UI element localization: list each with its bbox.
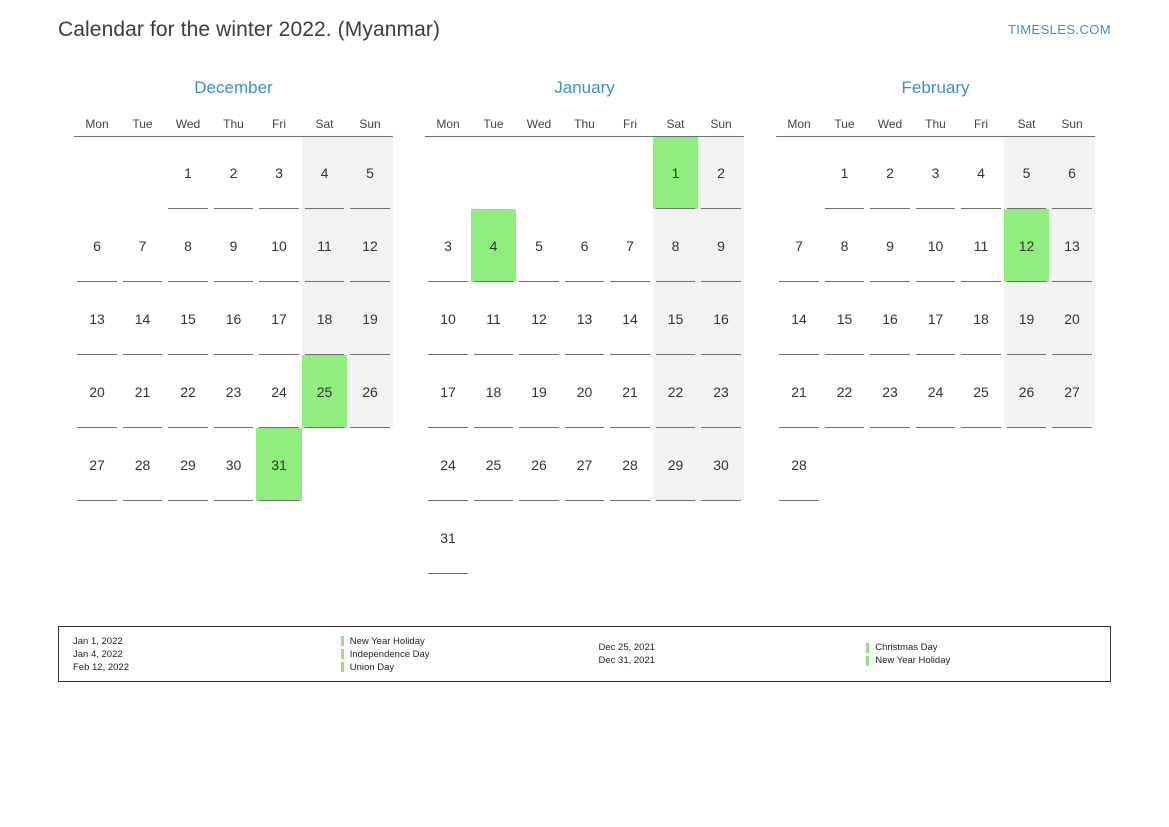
- empty-cell: [74, 136, 120, 209]
- day-number: 3: [931, 164, 940, 181]
- day-cell[interactable]: [913, 282, 959, 355]
- day-number: 5: [535, 237, 543, 254]
- empty-cell: [1004, 428, 1050, 501]
- day-cell[interactable]: [425, 209, 471, 282]
- day-number: 8: [184, 237, 192, 254]
- day-cell[interactable]: [562, 282, 608, 355]
- day-cell[interactable]: [74, 282, 120, 355]
- day-number: 28: [791, 456, 807, 473]
- weekday-header: Tue: [120, 112, 166, 136]
- day-cell[interactable]: [958, 355, 1004, 428]
- day-number: 23: [713, 383, 729, 400]
- day-number: 19: [531, 383, 547, 400]
- weekday-header: Fri: [607, 112, 653, 136]
- day-cell[interactable]: [653, 428, 699, 501]
- day-cell[interactable]: [211, 209, 257, 282]
- day-cell[interactable]: [653, 209, 699, 282]
- day-number: 20: [89, 383, 105, 400]
- day-cell-holiday[interactable]: [653, 136, 699, 209]
- day-cell[interactable]: [471, 355, 517, 428]
- day-cell[interactable]: [822, 282, 868, 355]
- day-number: 4: [320, 164, 329, 181]
- day-number: 10: [440, 310, 456, 327]
- day-cell[interactable]: [776, 355, 822, 428]
- day-cell[interactable]: [653, 355, 699, 428]
- day-cell[interactable]: [516, 355, 562, 428]
- day-cell[interactable]: [516, 428, 562, 501]
- weekday-header: Mon: [74, 112, 120, 136]
- day-cell[interactable]: [471, 428, 517, 501]
- day-cell[interactable]: [516, 282, 562, 355]
- months-container: [58, 78, 1111, 574]
- day-cell[interactable]: [256, 355, 302, 428]
- day-number: 11: [486, 310, 501, 327]
- day-number: 17: [271, 310, 287, 327]
- week-row: [74, 428, 393, 501]
- day-cell[interactable]: [607, 282, 653, 355]
- weekday-header: Thu: [913, 112, 959, 136]
- day-cell[interactable]: [653, 282, 699, 355]
- empty-cell: [347, 428, 393, 501]
- day-number: 3: [275, 164, 283, 181]
- day-number: 18: [316, 310, 333, 327]
- week-row: [425, 428, 744, 501]
- day-cell[interactable]: [347, 282, 393, 355]
- day-cell[interactable]: [516, 209, 562, 282]
- week-row: [425, 355, 744, 428]
- day-cell[interactable]: [607, 428, 653, 501]
- day-number: 15: [180, 310, 196, 327]
- day-cell[interactable]: [776, 209, 822, 282]
- week-row: [776, 428, 1095, 501]
- day-cell[interactable]: [607, 209, 653, 282]
- month-table: [74, 112, 393, 501]
- day-number: 10: [271, 237, 287, 254]
- empty-cell: [516, 136, 562, 209]
- day-cell[interactable]: [607, 355, 653, 428]
- day-number: 1: [671, 164, 680, 181]
- day-cell[interactable]: [1004, 355, 1050, 428]
- holiday-legend: [58, 626, 1111, 682]
- day-number: 10: [927, 237, 944, 254]
- day-cell[interactable]: [776, 428, 822, 501]
- legend-date: Jan 1, 2022: [73, 635, 123, 647]
- weekday-header: Thu: [211, 112, 257, 136]
- weekday-header: Wed: [165, 112, 211, 136]
- empty-cell: [562, 136, 608, 209]
- day-cell[interactable]: [958, 209, 1004, 282]
- day-number: 13: [1064, 237, 1080, 254]
- empty-cell: [516, 501, 562, 574]
- day-cell[interactable]: [913, 355, 959, 428]
- day-number: 16: [713, 310, 729, 327]
- weekday-header: Wed: [516, 112, 562, 136]
- day-number: 15: [667, 310, 684, 327]
- day-cell[interactable]: [302, 282, 348, 355]
- month-block: [58, 78, 409, 574]
- day-cell-holiday[interactable]: [471, 209, 517, 282]
- legend-holiday-name: New Year Holiday: [341, 635, 585, 648]
- day-number: 3: [444, 237, 452, 254]
- day-number: 24: [271, 383, 287, 400]
- day-number: 12: [531, 310, 547, 327]
- day-number: 4: [489, 237, 498, 254]
- empty-cell: [1049, 428, 1095, 501]
- legend-date: Jan 4, 2022: [73, 648, 123, 660]
- weekday-header: Sun: [1049, 112, 1095, 136]
- day-number: 4: [977, 164, 985, 181]
- day-cell[interactable]: [958, 282, 1004, 355]
- day-number: 20: [576, 383, 593, 400]
- day-number: 29: [180, 456, 196, 473]
- day-number: 20: [1064, 310, 1080, 327]
- day-cell[interactable]: [256, 209, 302, 282]
- day-number: 19: [1018, 310, 1035, 327]
- day-number: 21: [791, 383, 807, 400]
- day-cell[interactable]: [1049, 355, 1095, 428]
- weekday-header: Sun: [347, 112, 393, 136]
- weekday-header: Mon: [425, 112, 471, 136]
- day-number: 18: [973, 310, 989, 327]
- day-number: 31: [440, 529, 456, 546]
- week-row: [425, 136, 744, 209]
- day-number: 16: [225, 310, 242, 327]
- day-cell[interactable]: [211, 355, 257, 428]
- day-cell[interactable]: [562, 355, 608, 428]
- month-title: December: [194, 78, 273, 97]
- empty-cell: [776, 136, 822, 209]
- day-cell[interactable]: [698, 136, 744, 209]
- legend-dates-column: [59, 627, 327, 681]
- day-cell-holiday[interactable]: [1004, 209, 1050, 282]
- empty-cell: [471, 501, 517, 574]
- day-cell[interactable]: [867, 136, 913, 209]
- weekday-header: Sat: [653, 112, 699, 136]
- day-number: 2: [229, 164, 238, 181]
- day-number: 1: [184, 164, 192, 181]
- day-number: 2: [886, 164, 894, 181]
- day-number: 25: [485, 456, 502, 473]
- legend-dates-column: [585, 627, 853, 681]
- month-table: [425, 112, 744, 574]
- empty-cell: [607, 136, 653, 209]
- day-cell[interactable]: [822, 136, 868, 209]
- day-cell[interactable]: [211, 282, 257, 355]
- day-cell[interactable]: [867, 355, 913, 428]
- day-cell[interactable]: [120, 355, 166, 428]
- week-row: [776, 209, 1095, 282]
- day-number: 13: [89, 310, 105, 327]
- weekday-header: Sat: [1004, 112, 1050, 136]
- day-cell[interactable]: [74, 209, 120, 282]
- day-cell[interactable]: [347, 209, 393, 282]
- weekday-header: Sun: [698, 112, 744, 136]
- day-cell[interactable]: [74, 355, 120, 428]
- day-cell[interactable]: [256, 282, 302, 355]
- day-number: 22: [180, 383, 196, 400]
- legend-date: Dec 25, 2021: [598, 642, 656, 653]
- week-row: [425, 282, 744, 355]
- day-cell[interactable]: [120, 282, 166, 355]
- weekday-header: Fri: [958, 112, 1004, 136]
- day-cell[interactable]: [698, 428, 744, 501]
- day-number: 12: [362, 237, 378, 254]
- legend-holiday-name: New Year Holiday: [866, 654, 1110, 667]
- legend-date: Feb 12, 2022: [73, 661, 129, 673]
- day-number: 11: [317, 237, 332, 254]
- weekday-header: Sat: [302, 112, 348, 136]
- day-number: 21: [622, 383, 638, 400]
- day-number: 23: [882, 383, 898, 400]
- day-cell[interactable]: [165, 355, 211, 428]
- day-number: 9: [886, 237, 894, 254]
- weekday-header: Tue: [822, 112, 868, 136]
- month-table: [776, 112, 1095, 501]
- day-cell[interactable]: [347, 136, 393, 209]
- day-number: 2: [717, 164, 725, 181]
- day-number: 17: [927, 310, 944, 327]
- day-number: 25: [316, 383, 333, 400]
- day-cell[interactable]: [698, 355, 744, 428]
- day-number: 6: [93, 237, 101, 254]
- legend-names-column: [852, 627, 1110, 681]
- legend-date: Dec 31, 2021: [598, 655, 656, 666]
- week-row: [74, 209, 393, 282]
- weekday-header: Wed: [867, 112, 913, 136]
- day-number: 13: [576, 310, 593, 327]
- empty-cell: [822, 428, 868, 501]
- day-number: 31: [271, 456, 287, 473]
- day-cell[interactable]: [776, 282, 822, 355]
- day-number: 8: [840, 237, 849, 254]
- day-cell[interactable]: [120, 428, 166, 501]
- day-number: 22: [836, 383, 853, 400]
- day-cell[interactable]: [562, 209, 608, 282]
- day-cell[interactable]: [256, 136, 302, 209]
- day-number: 17: [440, 383, 456, 400]
- day-number: 22: [667, 383, 684, 400]
- day-number: 28: [622, 456, 638, 473]
- day-number: 25: [973, 383, 989, 400]
- empty-cell: [913, 428, 959, 501]
- day-number: 26: [362, 383, 378, 400]
- day-number: 6: [1068, 164, 1076, 181]
- month-title: January: [554, 78, 615, 97]
- legend-holiday-name: Christmas Day: [866, 641, 1110, 654]
- day-number: 23: [225, 383, 242, 400]
- page-title: Calendar for the winter 2022. (Myanmar): [58, 18, 441, 41]
- day-number: 9: [229, 237, 238, 254]
- day-number: 30: [713, 456, 729, 473]
- day-number: 26: [531, 456, 547, 473]
- day-number: 16: [882, 310, 898, 327]
- day-cell[interactable]: [211, 428, 257, 501]
- month-block: [760, 78, 1111, 574]
- empty-cell: [471, 136, 517, 209]
- day-number: 5: [366, 164, 374, 181]
- day-cell[interactable]: [471, 282, 517, 355]
- empty-cell: [607, 501, 653, 574]
- day-number: 11: [973, 237, 989, 254]
- day-number: 14: [134, 310, 151, 327]
- day-cell[interactable]: [425, 355, 471, 428]
- day-cell[interactable]: [74, 428, 120, 501]
- day-cell[interactable]: [165, 428, 211, 501]
- day-number: 1: [840, 164, 849, 181]
- day-number: 24: [927, 383, 944, 400]
- day-cell[interactable]: [1004, 282, 1050, 355]
- day-cell[interactable]: [120, 209, 166, 282]
- day-cell[interactable]: [425, 501, 471, 574]
- day-cell[interactable]: [867, 282, 913, 355]
- day-number: 12: [1018, 237, 1035, 254]
- day-cell[interactable]: [913, 209, 959, 282]
- week-row: [776, 282, 1095, 355]
- legend-holiday-name: Independence Day: [341, 648, 585, 661]
- day-number: 15: [836, 310, 853, 327]
- day-number: 18: [485, 383, 502, 400]
- empty-cell: [698, 501, 744, 574]
- empty-cell: [302, 428, 348, 501]
- day-cell[interactable]: [822, 209, 868, 282]
- legend-holiday-name: Union Day: [341, 661, 585, 674]
- day-number: 27: [1064, 383, 1080, 400]
- day-cell[interactable]: [1049, 282, 1095, 355]
- day-cell[interactable]: [913, 136, 959, 209]
- weekday-header: Mon: [776, 112, 822, 136]
- day-number: 19: [362, 310, 378, 327]
- day-cell[interactable]: [165, 209, 211, 282]
- day-cell[interactable]: [822, 355, 868, 428]
- day-cell-holiday[interactable]: [302, 355, 348, 428]
- week-row: [425, 209, 744, 282]
- day-cell[interactable]: [302, 136, 348, 209]
- day-cell[interactable]: [165, 136, 211, 209]
- day-number: 27: [89, 456, 105, 473]
- day-number: 7: [795, 237, 803, 254]
- day-cell[interactable]: [562, 428, 608, 501]
- week-row: [425, 501, 744, 574]
- legend-names-column: [327, 627, 585, 681]
- day-cell[interactable]: [698, 282, 744, 355]
- week-row: [74, 355, 393, 428]
- empty-cell: [120, 136, 166, 209]
- empty-cell: [653, 501, 699, 574]
- day-cell[interactable]: [1004, 136, 1050, 209]
- month-title: February: [901, 78, 970, 97]
- empty-cell: [562, 501, 608, 574]
- day-number: 7: [626, 237, 634, 254]
- empty-cell: [867, 428, 913, 501]
- day-number: 14: [791, 310, 807, 327]
- day-number: 28: [134, 456, 151, 473]
- day-number: 5: [1022, 164, 1031, 181]
- day-number: 14: [622, 310, 638, 327]
- page-header: [58, 18, 1111, 42]
- weekday-header: Fri: [256, 112, 302, 136]
- day-cell[interactable]: [867, 209, 913, 282]
- day-cell[interactable]: [1049, 209, 1095, 282]
- month-block: [409, 78, 760, 574]
- day-number: 29: [667, 456, 684, 473]
- day-number: 27: [576, 456, 593, 473]
- day-cell[interactable]: [698, 209, 744, 282]
- day-number: 30: [225, 456, 242, 473]
- week-row: [776, 355, 1095, 428]
- day-cell-holiday[interactable]: [256, 428, 302, 501]
- week-row: [74, 282, 393, 355]
- day-cell[interactable]: [1049, 136, 1095, 209]
- day-cell[interactable]: [347, 355, 393, 428]
- day-cell[interactable]: [211, 136, 257, 209]
- day-number: 9: [717, 237, 725, 254]
- empty-cell: [958, 428, 1004, 501]
- day-number: 6: [580, 237, 589, 254]
- week-row: [776, 136, 1095, 209]
- day-number: 21: [134, 383, 151, 400]
- day-cell[interactable]: [425, 282, 471, 355]
- day-cell[interactable]: [425, 428, 471, 501]
- site-brand-link[interactable]: TIMESLES.COM: [1007, 22, 1111, 37]
- day-cell[interactable]: [165, 282, 211, 355]
- day-number: 26: [1018, 383, 1035, 400]
- weekday-header: Tue: [471, 112, 517, 136]
- day-number: 8: [671, 237, 680, 254]
- day-cell[interactable]: [958, 136, 1004, 209]
- empty-cell: [425, 136, 471, 209]
- day-number: 7: [138, 237, 147, 254]
- weekday-header: Thu: [562, 112, 608, 136]
- day-cell[interactable]: [302, 209, 348, 282]
- day-number: 24: [440, 456, 456, 473]
- week-row: [74, 136, 393, 209]
